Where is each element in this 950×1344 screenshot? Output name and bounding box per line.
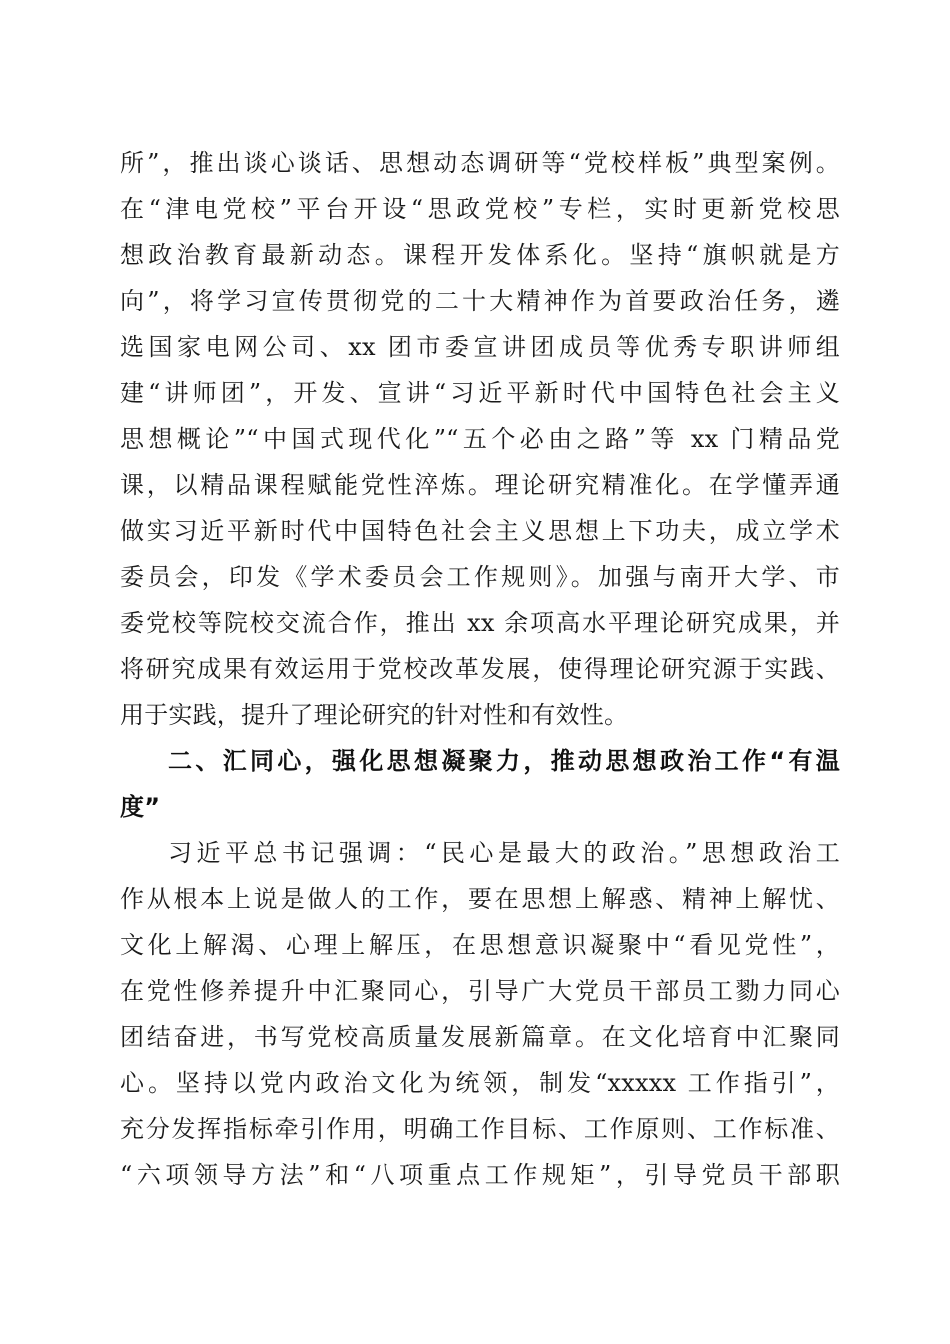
text-line: 委党校等院校交流合作，推出 xx 余项高水平理论研究成果，并 [120,609,840,637]
paragraph-2 [120,830,840,1198]
text-line: 向”，将学习宣传贯彻党的二十大精神作为首要政治任务，遴 [120,287,840,315]
text-line: 充分发挥指标牵引作用，明确工作目标、工作原则、工作标准、 [120,1115,840,1143]
text-line: 团结奋进，书写党校高质量发展新篇章。在文化培育中汇聚同 [120,1023,840,1051]
text-line: 建“讲师团”，开发、宣讲“习近平新时代中国特色社会主义 [120,379,840,407]
text-line: 用于实践，提升了理论研究的针对性和有效性。 [120,701,629,729]
text-line: 心。坚持以党内政治文化为统领，制发“xxxxx 工作指引”， [120,1069,840,1097]
heading-line: 二、汇同心，强化思想凝聚力，推动思想政治工作“有温 [168,747,840,775]
text-line: 在“津电党校”平台开设“思政党校”专栏，实时更新党校思 [120,195,840,223]
text-line: 想政治教育最新动态。课程开发体系化。坚持“旗帜就是方 [120,241,840,269]
text-line: 选国家电网公司、xx 团市委宣讲团成员等优秀专职讲师组 [120,333,840,361]
section-heading [120,738,840,830]
document-body [120,140,840,1198]
text-line: “六项领导方法”和“八项重点工作规矩”，引导党员干部职 [120,1161,840,1189]
heading-line: 度” [120,793,161,821]
text-line: 文化上解渴、心理上解压，在思想意识凝聚中“看见党性”， [120,931,840,959]
text-line: 做实习近平新时代中国特色社会主义思想上下功夫，成立学术 [120,517,840,545]
text-line: 课，以精品课程赋能党性淬炼。理论研究精准化。在学懂弄通 [120,471,840,499]
paragraph-1 [120,140,840,738]
text-line: 思想概论”“中国式现代化”“五个必由之路”等 xx 门精品党 [120,425,840,453]
text-line: 习近平总书记强调：“民心是最大的政治。”思想政治工 [168,839,840,867]
text-line: 在党性修养提升中汇聚同心，引导广大党员干部员工勠力同心 [120,977,840,1005]
text-line: 作从根本上说是做人的工作，要在思想上解惑、精神上解忧、 [120,885,840,913]
text-line: 将研究成果有效运用于党校改革发展，使得理论研究源于实践、 [120,655,840,683]
text-line: 委员会，印发《学术委员会工作规则》。加强与南开大学、市 [120,563,840,591]
text-line: 所”，推出谈心谈话、思想动态调研等“党校样板”典型案例。 [120,149,840,177]
